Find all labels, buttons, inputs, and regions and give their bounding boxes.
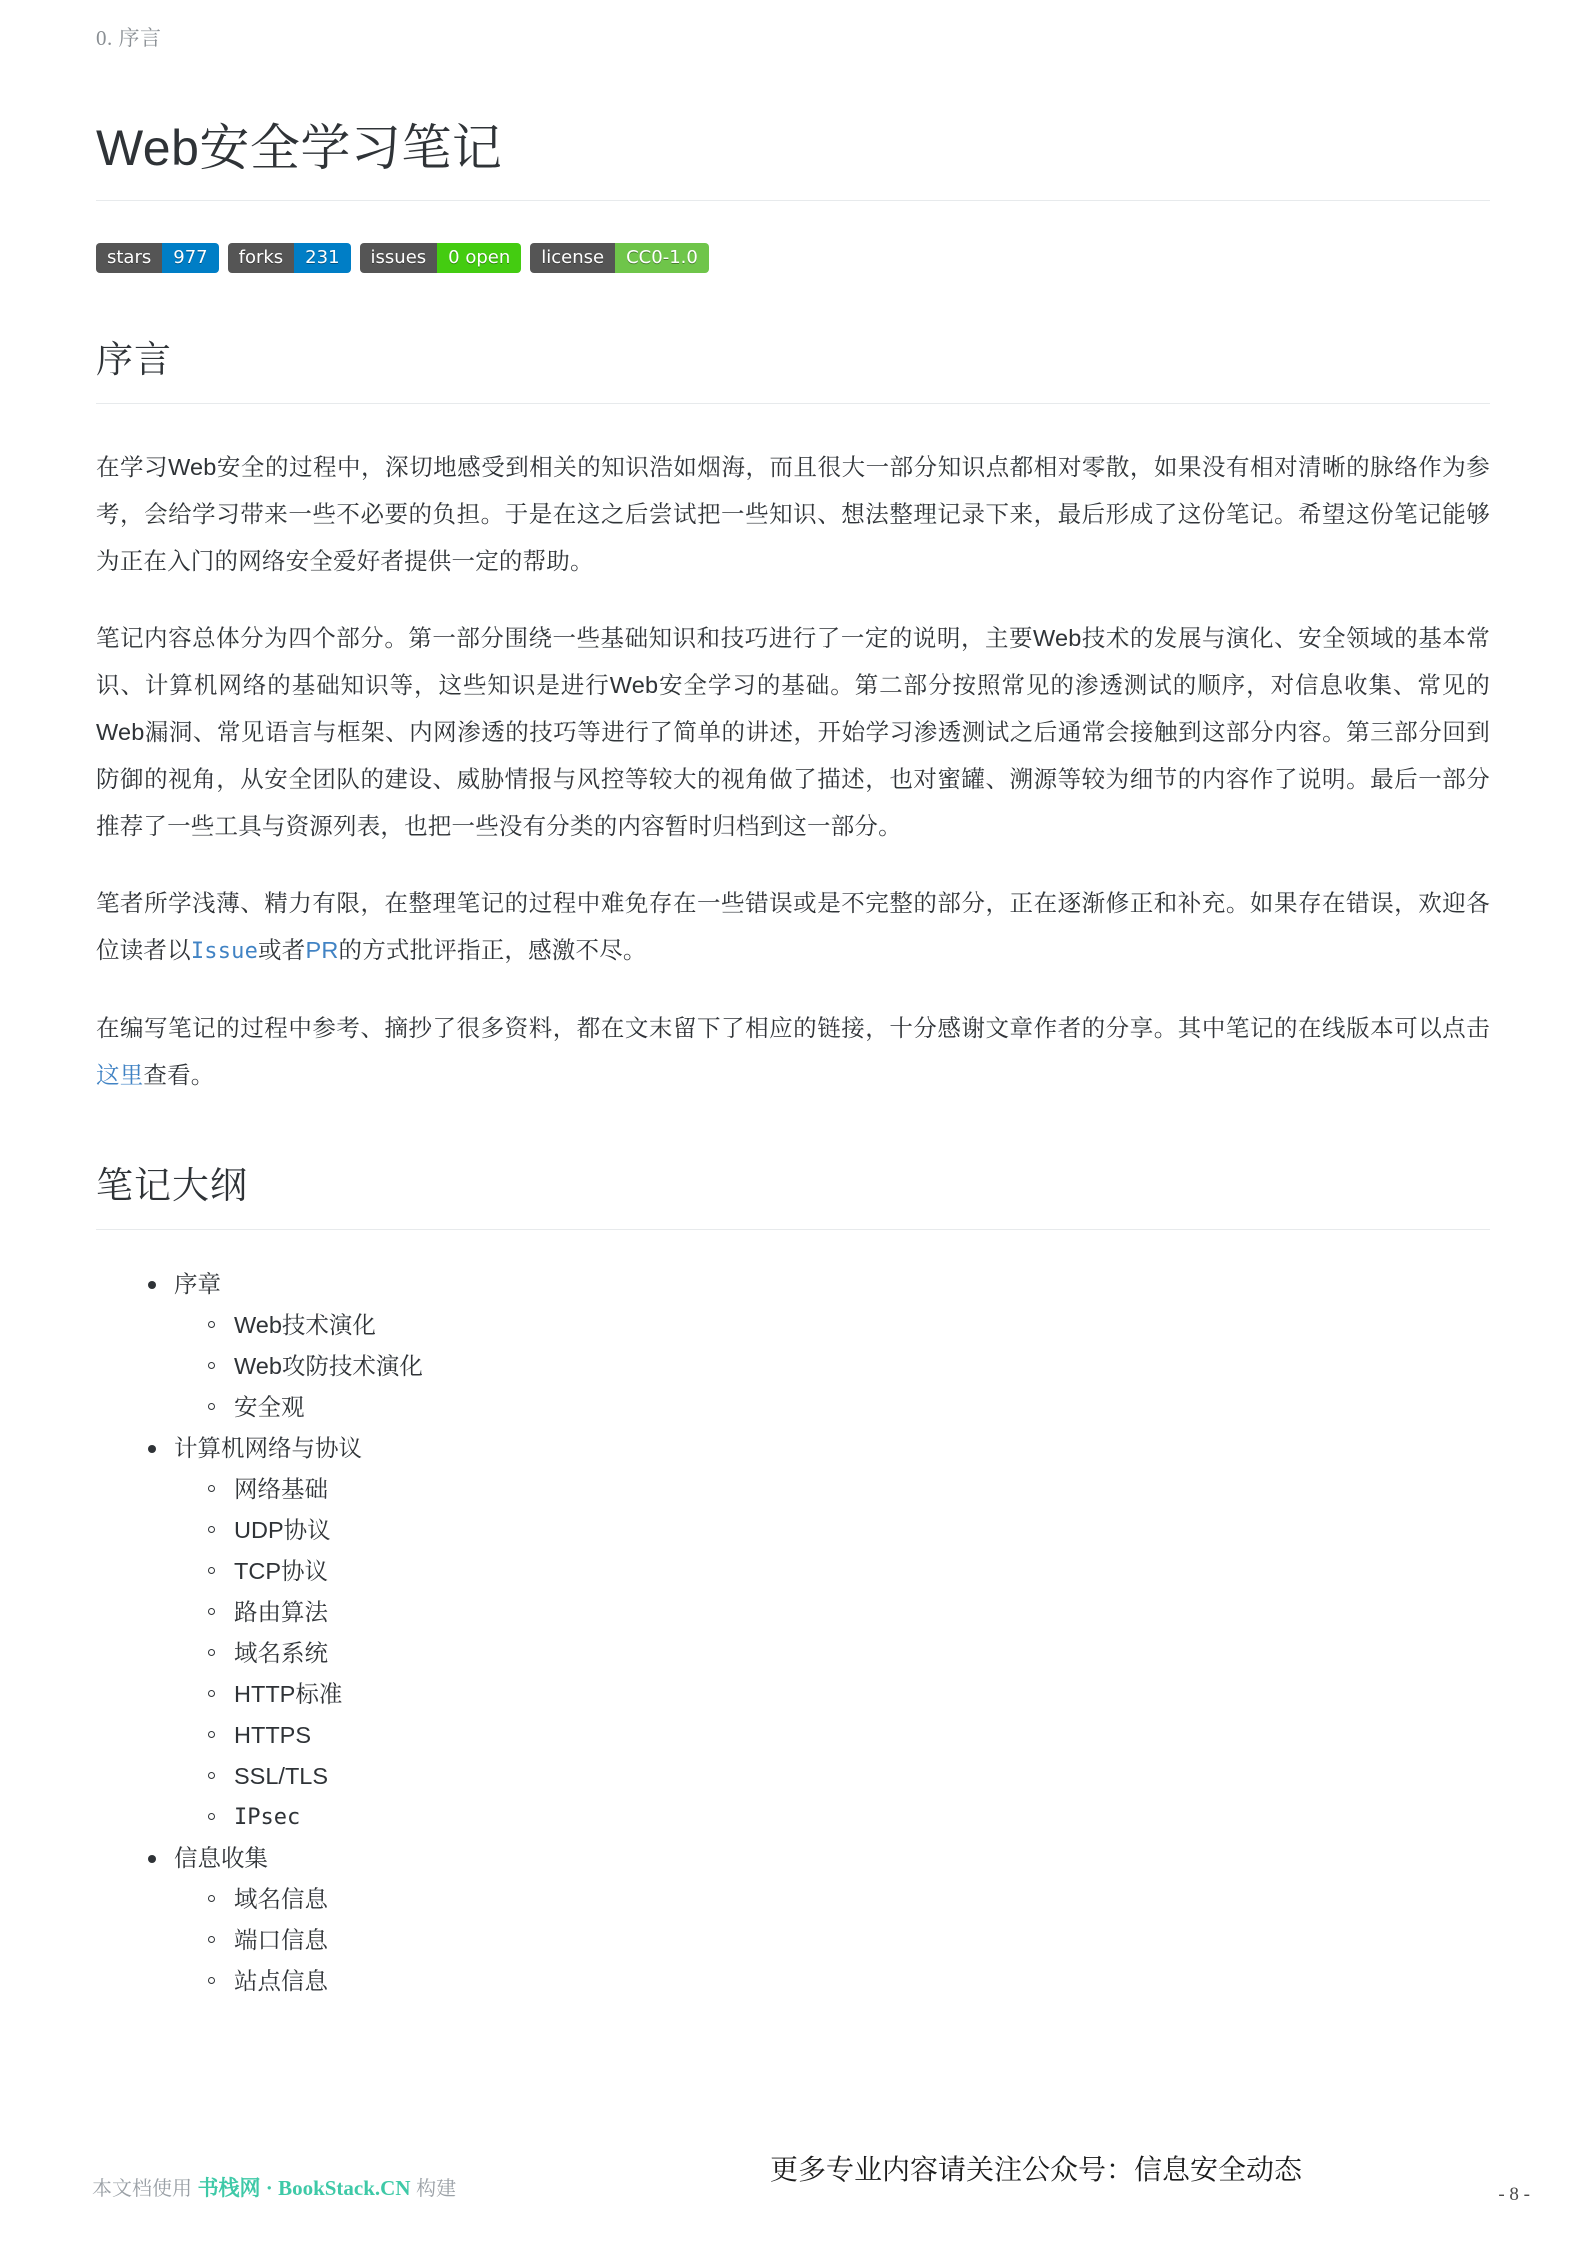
outline-sublist xyxy=(148,1879,1490,2002)
outline-list xyxy=(96,1264,1490,2002)
preface-paragraph-3-text-mid: 或者 xyxy=(258,936,306,963)
document-content xyxy=(96,120,1490,2002)
badge-row xyxy=(96,243,1490,273)
issue-link[interactable]: Issue xyxy=(190,938,259,964)
preface-paragraph-4-text-before: 在编写笔记的过程中参考、摘抄了很多资料，都在文末留下了相应的链接，十分感谢文章作者的分享。其中笔记的在线版本可以点击 xyxy=(96,1014,1490,1041)
outline-item[interactable]: 域名系统 xyxy=(208,1633,1490,1674)
forks-badge-value: 231 xyxy=(294,243,350,273)
preface-paragraph-3-text-after: 的方式批评指正，感激不尽。 xyxy=(338,936,647,963)
outline-item[interactable]: 站点信息 xyxy=(208,1961,1490,2002)
outline-item[interactable]: 路由算法 xyxy=(208,1592,1490,1633)
running-head: 0. 序言 xyxy=(96,26,162,50)
outline-group-info-gathering xyxy=(148,1838,1490,2002)
license-badge-value: CC0-1.0 xyxy=(615,243,709,273)
outline-group-xuzhang xyxy=(148,1264,1490,1428)
footer-attribution xyxy=(92,2172,456,2202)
footer-promo-text: 更多专业内容请关注公众号：信息安全动态 xyxy=(770,2155,1303,2186)
outline-item[interactable]: Web攻防技术演化 xyxy=(208,1346,1490,1387)
outline-item[interactable]: TCP协议 xyxy=(208,1551,1490,1592)
stars-badge[interactable] xyxy=(96,243,219,273)
page-footer xyxy=(0,2124,1586,2244)
license-badge[interactable] xyxy=(530,243,709,273)
outline-item[interactable]: 安全观 xyxy=(208,1387,1490,1428)
outline-item[interactable]: 端口信息 xyxy=(208,1920,1490,1961)
outline-group-network xyxy=(148,1428,1490,1838)
pr-link[interactable]: PR xyxy=(305,936,339,963)
outline-item[interactable]: HTTPS xyxy=(208,1715,1490,1756)
outline-group-label[interactable]: 计算机网络与协议 xyxy=(148,1428,1490,1469)
preface-paragraph-4 xyxy=(96,1005,1490,1099)
page-number: - 8 - xyxy=(1498,2184,1530,2205)
preface-paragraph-1: 在学习Web安全的过程中，深切地感受到相关的知识浩如烟海，而且很大一部分知识点都相对零散，如果没有相对清晰的脉络作为参考，会给学习带来一些不必要的负担。于是在这之后尝试把一些知识、想法整理记录下来，最后形成了这份笔记。希望这份笔记能够为正在入门的网络安全爱好者提供一定的帮助。 xyxy=(96,453,1490,574)
outline-item[interactable]: 域名信息 xyxy=(208,1879,1490,1920)
preface-paragraph-3 xyxy=(96,880,1490,975)
forks-badge[interactable] xyxy=(228,243,351,273)
forks-badge-key: forks xyxy=(228,243,295,273)
outline-sublist xyxy=(148,1305,1490,1428)
bookstack-brand-link[interactable]: 书栈网 · BookStack.CN xyxy=(197,2176,411,2200)
issues-badge[interactable] xyxy=(360,243,522,273)
issues-badge-value: 0 open xyxy=(437,243,521,273)
page-title: Web安全学习笔记 xyxy=(96,120,1490,201)
outline-item[interactable]: Web技术演化 xyxy=(208,1305,1490,1346)
footer-attribution-suffix: 构建 xyxy=(410,2178,457,2200)
stars-badge-value: 977 xyxy=(162,243,218,273)
stars-badge-key: stars xyxy=(96,243,162,273)
outline-item[interactable]: 网络基础 xyxy=(208,1469,1490,1510)
preface-paragraph-2: 笔记内容总体分为四个部分。第一部分围绕一些基础知识和技巧进行了一定的说明，主要Web技术的发展与演化、安全领域的基本常识、计算机网络的基础知识等，这些知识是进行Web安全学习的基础。第二部分按照常见的渗透测试的顺序，对信息收集、常见的Web漏洞、常见语言与框架、内网渗透的技巧等进行了简单的讲述，开始学习渗透测试之后通常会接触到这部分内容。第三部分回到防御的视角，从安全团队的建设、威胁情报与风控等较大的视角做了描述，也对蜜罐、溯源等较为细节的内容作了说明。最后一部分推荐了一些工具与资源列表，也把一些没有分类的内容暂时归档到这一部分。 xyxy=(96,624,1490,839)
outline-sublist xyxy=(148,1469,1490,1838)
preface-paragraph-4-text-after: 查看。 xyxy=(143,1061,215,1088)
license-badge-key: license xyxy=(530,243,615,273)
outline-item[interactable]: UDP协议 xyxy=(208,1510,1490,1551)
preface-heading: 序言 xyxy=(96,329,1490,404)
outline-group-label[interactable]: 序章 xyxy=(148,1264,1490,1305)
preface-paragraph-3-text-before: 笔者所学浅薄、精力有限，在整理笔记的过程中难免存在一些错误或是不完整的部分，正在逐渐修正和补充。如果存在错误，欢迎各位读者以 xyxy=(96,889,1490,963)
outline-group-label[interactable]: 信息收集 xyxy=(148,1838,1490,1879)
outline-item[interactable]: HTTP标准 xyxy=(208,1674,1490,1715)
outline-heading: 笔记大纲 xyxy=(96,1155,1490,1230)
outline-item[interactable]: IPsec xyxy=(208,1797,1490,1838)
footer-attribution-prefix: 本文档使用 xyxy=(92,2178,198,2200)
issues-badge-key: issues xyxy=(360,243,438,273)
outline-item[interactable]: SSL/TLS xyxy=(208,1756,1490,1797)
online-version-link[interactable]: 这里 xyxy=(96,1061,144,1088)
